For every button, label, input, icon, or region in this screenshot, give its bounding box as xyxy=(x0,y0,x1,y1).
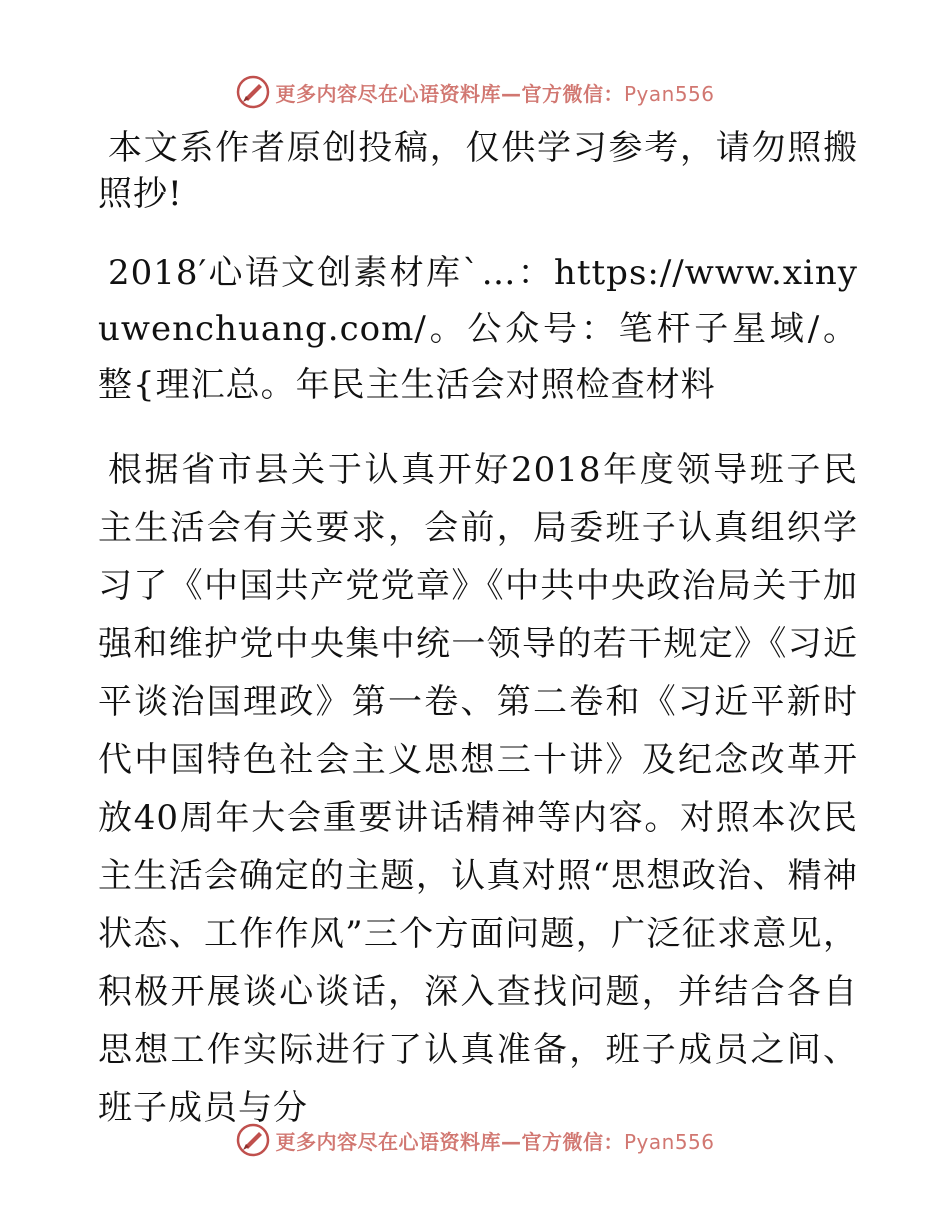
footer-watermark xyxy=(0,1120,950,1160)
seal-logo-icon xyxy=(235,1122,271,1158)
paragraph-main: 根据省市县关于认真开好2018年度领导班子民主生活会有关要求，会前，局委班子认真组织学习了《中国共产党党章》《中共中央政治局关于加强和维护党中央集中统一领导的若干规定》《习近平谈治国理政》第一卷、第二卷和《习近平新时代中国特色社会主义思想三十讲》及纪念改革开放40周年大会重要讲话精神等内容。对照本次民主生活会确定的主题，认真对照“思想政治、精神状态、工作作风”三个方面问题，广泛征求意见，积极开展谈心谈话，深入查找问题，并结合各自思想工作实际进行了认真准备，班子成员之间、班子成员与分 xyxy=(98,450,858,1128)
watermark-text: 更多内容尽在心语资料库—官方微信：Pyan556 xyxy=(275,81,715,106)
watermark-handle: Pyan556 xyxy=(623,1129,715,1154)
seal-logo-icon xyxy=(235,74,271,110)
paragraph-disclaimer: 本文系作者原创投稿，仅供学习参考，请勿照搬照抄! xyxy=(98,128,858,214)
paragraph-source: 2018′心语文创素材库ˋ…：https://www.xinyuwenchuang.com/。公众号：笔杆子星域/。整{理汇总。年民主生活会对照检查材料 xyxy=(98,253,858,405)
document-body xyxy=(98,125,858,1151)
watermark-text: 更多内容尽在心语资料库—官方微信：Pyan556 xyxy=(275,1129,715,1154)
header-watermark xyxy=(0,72,950,112)
watermark-handle: Pyan556 xyxy=(623,81,715,106)
